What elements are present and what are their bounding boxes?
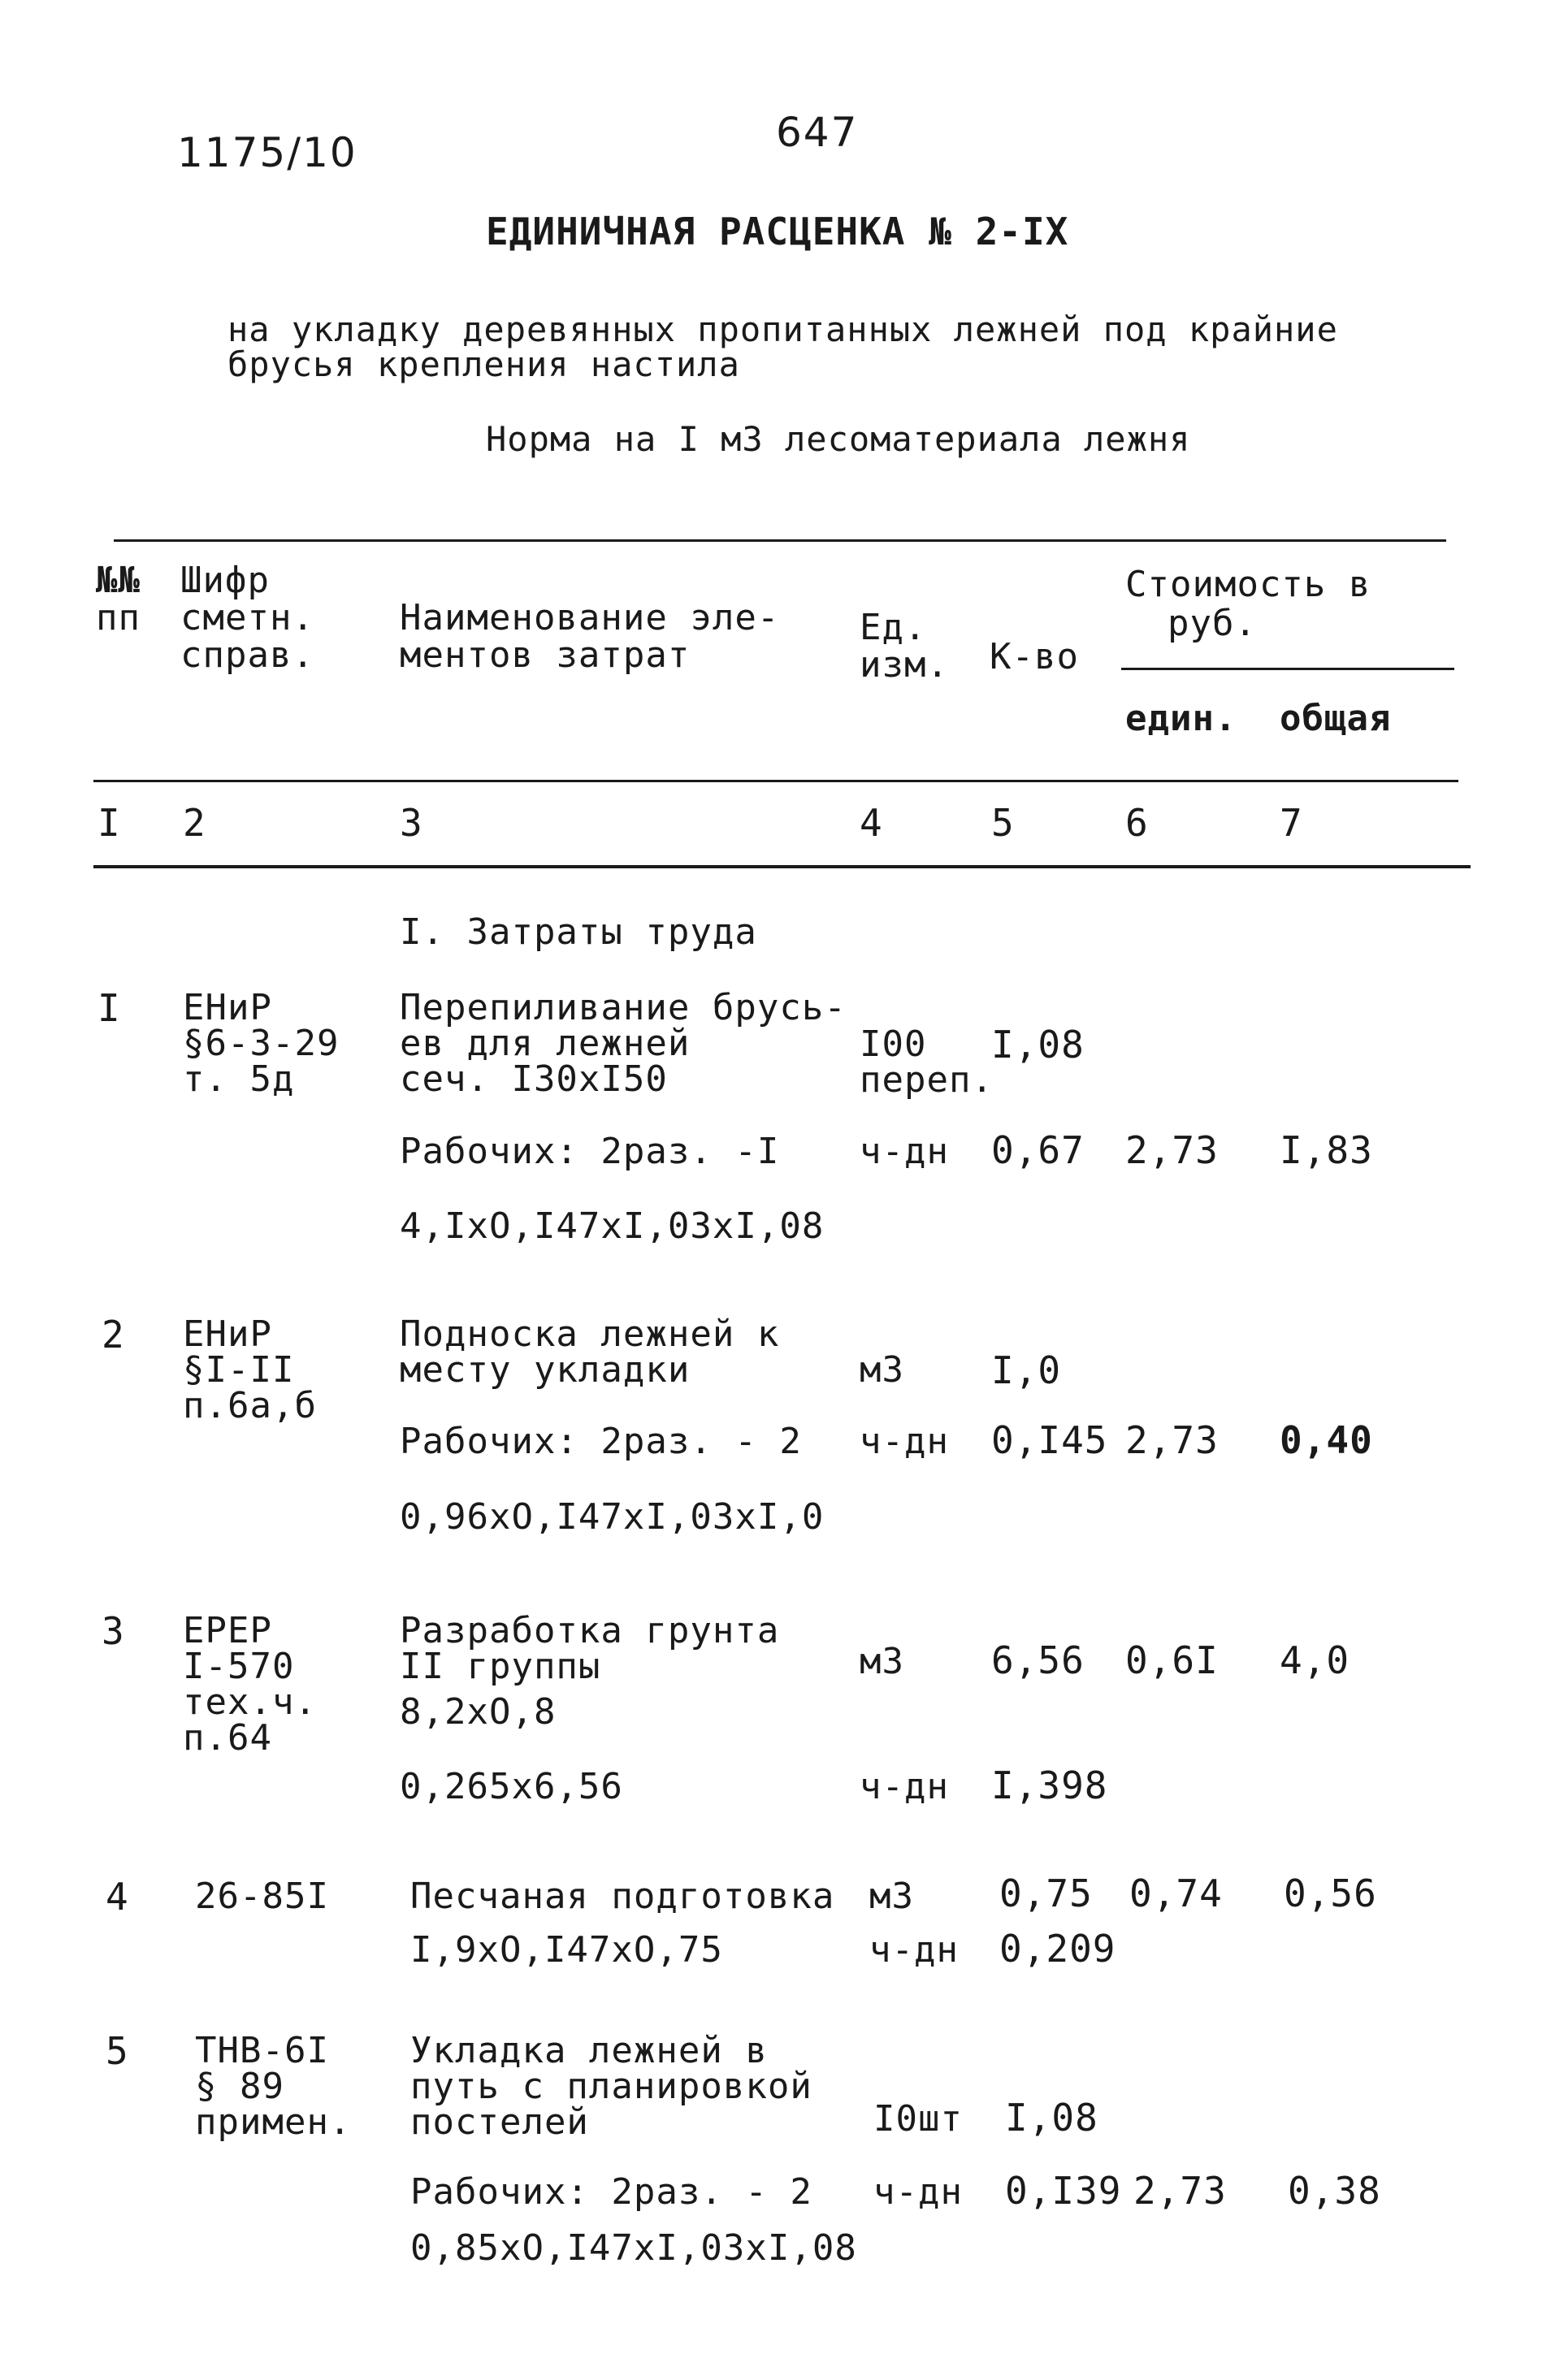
header-code-label: сметн. — [180, 597, 314, 638]
row-code: ЕНиР — [183, 987, 272, 1028]
row-sub-formula: 0,96xO,I47xI,03xI,0 — [400, 1496, 825, 1538]
row-code: тех.ч. — [183, 1681, 317, 1723]
colnum-bottom-rule — [93, 865, 1471, 868]
row-sub-unit: ч-дн — [860, 1766, 949, 1807]
subtitle-line-1: на укладку деревянных пропитанных лежней под крайние — [227, 309, 1338, 349]
row-code: ТНВ-6I — [195, 2030, 329, 2071]
row-sub-total: I,83 — [1280, 1128, 1373, 1172]
header-name-label: ментов затрат — [400, 634, 691, 676]
row-sub-formula: 4,IxO,I47xI,03xI,08 — [400, 1205, 825, 1247]
row-unit: I00 — [860, 1023, 927, 1065]
row-sub-qty: I,398 — [991, 1763, 1108, 1807]
page-title: ЕДИНИЧНАЯ РАСЦЕНКА № 2-IX — [486, 210, 1069, 253]
row-sub-unit: ч-дн — [860, 1421, 949, 1462]
header-unit-price-label: един. — [1125, 698, 1237, 739]
table-top-rule — [114, 539, 1446, 542]
row-code: 26-85I — [195, 1876, 329, 1917]
row-sub-price: 2,73 — [1125, 1128, 1219, 1172]
row-name: ев для лежней — [400, 1023, 691, 1064]
header-qty-label: К-во — [990, 636, 1079, 677]
column-number: 2 — [183, 801, 206, 845]
cost-group-rule — [1121, 668, 1454, 670]
header-name-label: Наименование эле- — [400, 597, 780, 638]
row-name: месту укладки — [400, 1349, 691, 1391]
header-num-label: пп — [96, 597, 141, 638]
row-name: Укладка лежней в — [410, 2030, 768, 2071]
row-sub-formula: I,9xO,I47xO,75 — [410, 1929, 723, 1971]
row-name: Перепиливание брусь- — [400, 987, 847, 1028]
row-name: Песчаная подготовка — [410, 1876, 835, 1917]
row-sub-unit: ч-дн — [860, 1131, 949, 1172]
page-number: 647 — [776, 109, 859, 156]
row-unit-price: 0,74 — [1129, 1872, 1223, 1915]
row-code: п.6а,б — [183, 1385, 317, 1426]
row-code: ЕНиР — [183, 1313, 272, 1355]
column-number: 6 — [1125, 801, 1149, 845]
row-sub-unit: ч-дн — [873, 2171, 963, 2213]
norm-line: Норма на I м3 лесоматериала лежня — [486, 419, 1191, 459]
row-sub-text: Рабочих: 2раз. -I — [400, 1131, 780, 1172]
header-unit-label: изм. — [860, 644, 949, 686]
row-qty: I,08 — [991, 1023, 1085, 1067]
row-qty: I,0 — [991, 1348, 1062, 1392]
row-unit: м3 — [860, 1641, 904, 1682]
row-sub-qty: 0,67 — [991, 1128, 1085, 1172]
row-name: Разработка грунта — [400, 1610, 780, 1651]
row-name: II группы — [400, 1646, 601, 1687]
row-sub-formula: 0,265x6,56 — [400, 1766, 623, 1807]
row-name: постелей — [410, 2101, 589, 2143]
row-sub-price: 2,73 — [1125, 1418, 1219, 1462]
header-cost-group-label: Стоимость в — [1125, 564, 1371, 605]
row-code: §I-II — [183, 1349, 295, 1391]
row-name: путь с планировкой — [410, 2066, 812, 2107]
row-name: 8,2xO,8 — [400, 1691, 557, 1733]
row-code: т. 5д — [183, 1058, 295, 1100]
row-unit: м3 — [860, 1349, 904, 1391]
header-total-label: общая — [1280, 698, 1392, 739]
row-number: 4 — [106, 1875, 129, 1919]
row-qty: 0,75 — [999, 1872, 1093, 1915]
column-number: 7 — [1280, 801, 1303, 845]
row-sub-total: 0,38 — [1288, 2169, 1381, 2213]
row-sub-qty: 0,I45 — [991, 1418, 1108, 1462]
row-qty: 6,56 — [991, 1638, 1085, 1682]
row-sub-qty: 0,I39 — [1005, 2169, 1122, 2213]
section-title: I. Затраты труда — [400, 911, 757, 953]
row-name: Подноска лежней к — [400, 1313, 780, 1355]
row-code: ЕРЕР — [183, 1610, 272, 1651]
header-code-label: справ. — [180, 634, 314, 676]
row-number: 2 — [102, 1313, 125, 1357]
row-number: 5 — [106, 2029, 129, 2073]
row-code: §6-3-29 — [183, 1023, 340, 1064]
column-number: 5 — [991, 801, 1015, 845]
row-sub-total: 0,40 — [1280, 1418, 1373, 1462]
row-unit: переп. — [860, 1059, 994, 1101]
header-cost-group-label: руб. — [1168, 603, 1257, 644]
row-total: 0,56 — [1284, 1872, 1377, 1915]
row-code: примен. — [195, 2101, 352, 2143]
row-total: 4,0 — [1280, 1638, 1350, 1682]
row-code: I-570 — [183, 1646, 295, 1687]
header-bottom-rule — [93, 780, 1458, 782]
row-qty: I,08 — [1005, 2096, 1098, 2140]
subtitle-line-2: брусья крепления настила — [227, 344, 740, 384]
header-unit-label: Ед. — [860, 607, 927, 648]
header-code-label: Шифр — [180, 560, 270, 601]
row-number: 3 — [102, 1609, 125, 1653]
column-number: I — [97, 801, 121, 845]
row-unit: I0шт — [873, 2098, 963, 2140]
row-unit-price: 0,6I — [1125, 1638, 1219, 1682]
row-name: сеч. I30xI50 — [400, 1058, 668, 1100]
row-sub-unit: ч-дн — [869, 1929, 959, 1971]
row-sub-price: 2,73 — [1133, 2169, 1227, 2213]
column-number: 4 — [860, 801, 883, 845]
row-sub-text: Рабочих: 2раз. - 2 — [400, 1421, 802, 1462]
row-sub-qty: 0,209 — [999, 1927, 1116, 1971]
row-unit: м3 — [869, 1876, 914, 1917]
row-sub-formula: 0,85xO,I47xI,03xI,08 — [410, 2227, 857, 2269]
header-num-label: №№ — [96, 560, 141, 601]
row-code: п.64 — [183, 1717, 272, 1759]
column-number: 3 — [400, 801, 423, 845]
document-code: 1175/10 — [177, 129, 357, 176]
row-number: I — [97, 986, 121, 1030]
row-code: § 89 — [195, 2066, 284, 2107]
row-sub-text: Рабочих: 2раз. - 2 — [410, 2171, 812, 2213]
